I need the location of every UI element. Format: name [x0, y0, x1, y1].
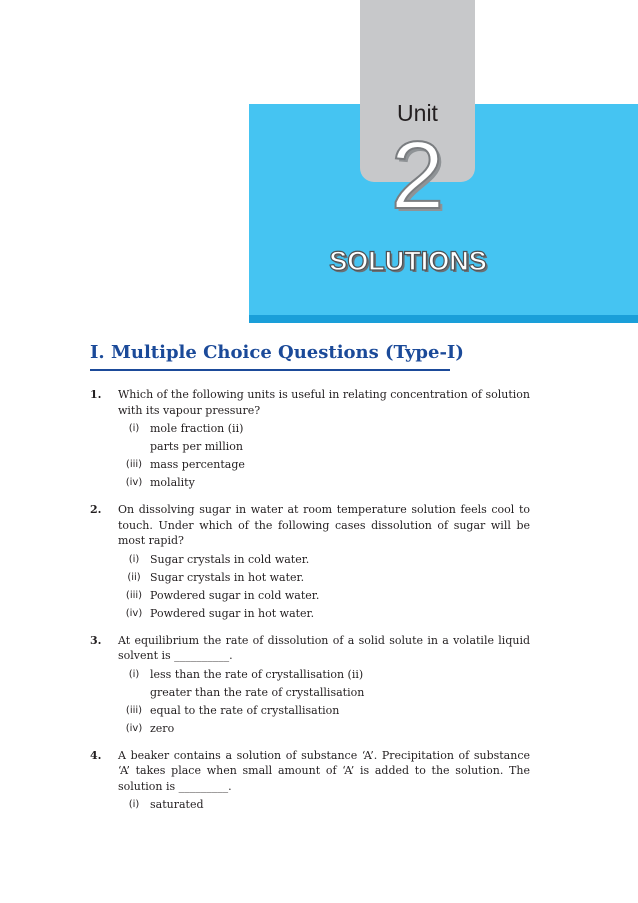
- option-text: saturated: [150, 798, 204, 812]
- question-item: [90, 748, 530, 815]
- question-row: [90, 633, 530, 664]
- question-item: [90, 633, 530, 738]
- answer-option: [118, 456, 530, 474]
- answer-option: [118, 796, 530, 814]
- option-label: (ii): [127, 571, 141, 583]
- answer-option: [118, 551, 530, 569]
- banner-strip: [249, 315, 638, 323]
- unit-number: 2: [390, 122, 445, 229]
- question-row: [90, 748, 530, 795]
- option-label: (i): [128, 799, 140, 811]
- question-number: 1.: [90, 388, 102, 401]
- option-text: Powdered sugar in hot water.: [150, 606, 315, 620]
- option-text: mass percentage: [150, 458, 245, 472]
- option-list: [118, 666, 530, 738]
- option-list: [118, 796, 530, 814]
- question-item: [90, 502, 530, 623]
- section-divider: [90, 369, 450, 371]
- question-text: A beaker contains a solution of substance ‘A’. Precipitation of substance ‘A’ takes place when small amount of ‘A’ is added to the solution. The solution is _________.: [118, 748, 530, 793]
- option-label: (iii): [125, 704, 143, 716]
- option-text: zero: [150, 721, 175, 735]
- answer-option: [118, 474, 530, 492]
- option-label: (i): [128, 423, 140, 435]
- question-text: Which of the following units is useful in relating concentration of solution with its vapour pressure?: [118, 388, 530, 417]
- option-text: Sugar crystals in cold water.: [150, 552, 310, 566]
- option-list: [118, 420, 530, 492]
- answer-option: [118, 569, 530, 587]
- unit-word: Unit: [397, 100, 438, 126]
- option-text: parts per million: [150, 440, 243, 454]
- option-label: (iv): [125, 477, 143, 489]
- option-text: mole fraction (ii): [150, 422, 244, 436]
- section-heading: I. Multiple Choice Questions (Type-I): [90, 342, 464, 363]
- question-row: [90, 502, 530, 549]
- option-text: greater than the rate of crystallisation: [150, 685, 365, 699]
- option-text: Powdered sugar in cold water.: [150, 588, 320, 602]
- question-number: 3.: [90, 633, 102, 647]
- option-label: (i): [128, 553, 140, 565]
- option-label: (iii): [125, 459, 143, 471]
- question-text: At equilibrium the rate of dissolution of a solid solute in a volatile liquid solvent is __________.: [118, 633, 530, 662]
- answer-option: [118, 666, 530, 684]
- answer-option: [118, 438, 530, 456]
- option-list: [118, 551, 530, 623]
- option-label: (iii): [125, 589, 143, 601]
- option-text: Sugar crystals in hot water.: [150, 570, 305, 584]
- option-text: molality: [150, 476, 195, 490]
- question-list: [90, 387, 530, 824]
- answer-option: [118, 587, 530, 605]
- question-number: 4.: [90, 748, 102, 762]
- question-text: On dissolving sugar in water at room temperature solution feels cool to touch. Under which of the following cases dissolution of sugar will be most rapid?: [118, 503, 530, 547]
- question-number: 2.: [90, 503, 102, 516]
- question-item: [90, 387, 530, 492]
- answer-option: [118, 702, 530, 720]
- chapter-title: SOLUTIONS: [329, 246, 487, 276]
- answer-option: [118, 420, 530, 438]
- option-label: (iv): [125, 607, 143, 619]
- answer-option: [118, 605, 530, 623]
- answer-option: [118, 684, 530, 702]
- question-row: [90, 387, 530, 418]
- option-label: (i): [128, 668, 140, 680]
- option-text: equal to the rate of crystallisation: [150, 703, 340, 717]
- answer-option: [118, 720, 530, 738]
- option-label: (iv): [125, 722, 143, 734]
- option-text: less than the rate of crystallisation (ii): [150, 667, 364, 681]
